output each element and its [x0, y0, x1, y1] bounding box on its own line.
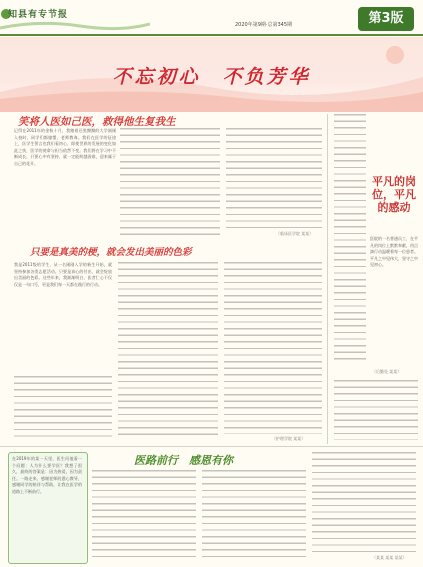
article3-text-lines [312, 452, 416, 552]
article2-body: 我是2011级的学生，从一名刚刚入学的新生开始，就坚持参加各类志愿活动。只要是真心的付出，就会绽放出美丽的色彩。这些年来，我渐渐明白，医者仁心不仅仅是一句口号，更是我们每一天都在践行的行动。 [14, 262, 112, 287]
article2-headline: 只要是真美的梗，就会发出美丽的色彩 [30, 247, 192, 258]
banner-title: 不忘初心 不负芳华 [112, 66, 311, 88]
article1-body: 记得在2011年的金秋十月，我踏着还黑黝黝的大学刚刚入校时，同学们都憧憬，老师教诲。我们在医学的征途上，医学生誓言也我们看初心，即使世界的发展的变化如此之快，医学的使命与担当依然不变。我们将在学习中不断成长，只要心中有坚持，就一定能跨越困难，迎来属于自己的花开。 [14, 128, 116, 166]
article1-text-lines [226, 128, 322, 228]
sidebar-byline: （后勤处 某某） [372, 369, 402, 374]
column-divider [327, 114, 328, 444]
sidebar-body: 医院的一名普通员工，在平凡的岗位上默默奉献，用点滴行动温暖着每一位患者。平凡之中见伟大，坚守之中见初心。 [370, 236, 418, 268]
footer-byline: （某某 某某 某某） [372, 555, 407, 560]
header-rule [0, 34, 423, 36]
article1-byline: （临床医学院 某某） [276, 231, 314, 236]
article3-text-lines [92, 470, 196, 562]
article2-text-lines [14, 376, 112, 440]
article2-text-lines [224, 262, 322, 434]
article3-body: 在2019年的某一天里，医生问他看一个问题：人为什么要学医？我想了很久，最终的答案是：因为热爱，因为责任。一路走来，感谢老师的悉心教导，感谢同学的陪伴与帮助，让我在医学的道路上不断前行。 [12, 456, 82, 494]
article3-headline: 医路前行 感恩有你 [134, 454, 233, 467]
section-divider [0, 446, 423, 447]
masthead-title: 知县有专节报 [8, 10, 69, 20]
article2-text-lines [118, 262, 218, 440]
sidebar-text-lines-lower [334, 380, 418, 440]
page-number-badge: 第3版 [358, 7, 414, 31]
issue-date: 2020年第9期·总第345期 [235, 22, 293, 28]
article3-text-lines [202, 470, 306, 562]
sidebar-text-lines [334, 114, 366, 364]
article1-headline: 笑将人医如己医，救得他生复我生 [18, 116, 176, 128]
sidebar-title: 平凡的岗位，平凡的感动 [372, 175, 416, 214]
article2-byline: （护理学院 某某） [272, 436, 306, 441]
page-header [0, 0, 423, 36]
article1-text-lines [120, 128, 220, 238]
